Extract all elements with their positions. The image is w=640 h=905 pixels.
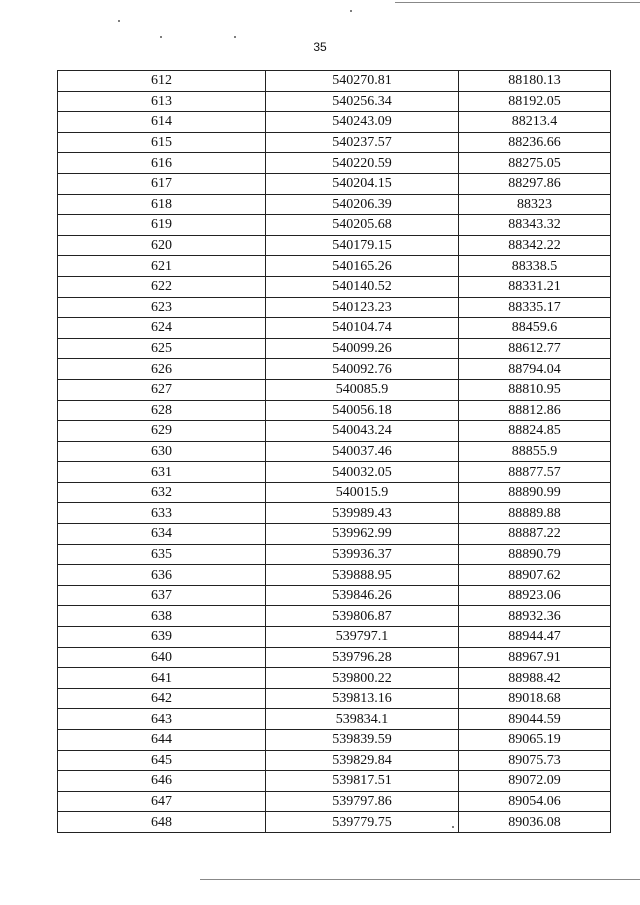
y-coordinate-cell: 88612.77 <box>459 338 611 359</box>
scan-speck <box>234 36 236 38</box>
y-coordinate-cell: 88923.06 <box>459 585 611 606</box>
table-row <box>58 276 611 297</box>
y-coordinate-cell: 88331.21 <box>459 276 611 297</box>
x-coordinate-cell: 539846.26 <box>266 585 459 606</box>
x-coordinate-cell: 539796.28 <box>266 647 459 668</box>
x-coordinate-cell: 540256.34 <box>266 91 459 112</box>
x-coordinate-cell: 540099.26 <box>266 338 459 359</box>
table-row <box>58 173 611 194</box>
y-coordinate-cell: 89054.06 <box>459 791 611 812</box>
x-coordinate-cell: 539779.75 <box>266 812 459 833</box>
x-coordinate-cell: 539962.99 <box>266 524 459 545</box>
y-coordinate-cell: 89072.09 <box>459 771 611 792</box>
x-coordinate-cell: 540179.15 <box>266 235 459 256</box>
point-number-cell: 636 <box>58 565 266 586</box>
table-row <box>58 235 611 256</box>
table-row <box>58 112 611 133</box>
table-row <box>58 730 611 751</box>
x-coordinate-cell: 540092.76 <box>266 359 459 380</box>
y-coordinate-cell: 88812.86 <box>459 400 611 421</box>
table-row <box>58 379 611 400</box>
table-row <box>58 215 611 236</box>
table-row <box>58 194 611 215</box>
scan-speck <box>118 20 120 22</box>
point-number-cell: 641 <box>58 668 266 689</box>
point-number-cell: 648 <box>58 812 266 833</box>
y-coordinate-cell: 88944.47 <box>459 627 611 648</box>
x-coordinate-cell: 539797.1 <box>266 627 459 648</box>
y-coordinate-cell: 88275.05 <box>459 153 611 174</box>
scan-edge-line-bottom <box>200 879 640 880</box>
y-coordinate-cell: 88192.05 <box>459 91 611 112</box>
point-number-cell: 616 <box>58 153 266 174</box>
point-number-cell: 640 <box>58 647 266 668</box>
point-number-cell: 628 <box>58 400 266 421</box>
point-number-cell: 629 <box>58 421 266 442</box>
table-row <box>58 482 611 503</box>
x-coordinate-cell: 540206.39 <box>266 194 459 215</box>
y-coordinate-cell: 88236.66 <box>459 132 611 153</box>
point-number-cell: 623 <box>58 297 266 318</box>
point-number-cell: 625 <box>58 338 266 359</box>
x-coordinate-cell: 540243.09 <box>266 112 459 133</box>
x-coordinate-cell: 540140.52 <box>266 276 459 297</box>
y-coordinate-cell: 88988.42 <box>459 668 611 689</box>
point-number-cell: 630 <box>58 441 266 462</box>
point-number-cell: 634 <box>58 524 266 545</box>
point-number-cell: 645 <box>58 750 266 771</box>
y-coordinate-cell: 89065.19 <box>459 730 611 751</box>
table-row <box>58 647 611 668</box>
y-coordinate-cell: 88824.85 <box>459 421 611 442</box>
y-coordinate-cell: 88338.5 <box>459 256 611 277</box>
table-row <box>58 71 611 92</box>
scan-speck <box>350 10 352 12</box>
table-row <box>58 503 611 524</box>
y-coordinate-cell: 88967.91 <box>459 647 611 668</box>
y-coordinate-cell: 89018.68 <box>459 688 611 709</box>
table-row <box>58 318 611 339</box>
y-coordinate-cell: 88855.9 <box>459 441 611 462</box>
scan-edge-line-top <box>395 2 640 3</box>
table-row <box>58 688 611 709</box>
x-coordinate-cell: 539839.59 <box>266 730 459 751</box>
table-row <box>58 132 611 153</box>
point-number-cell: 638 <box>58 606 266 627</box>
x-coordinate-cell: 540104.74 <box>266 318 459 339</box>
x-coordinate-cell: 540205.68 <box>266 215 459 236</box>
y-coordinate-cell: 88213.4 <box>459 112 611 133</box>
y-coordinate-cell: 88342.22 <box>459 235 611 256</box>
y-coordinate-cell: 88323 <box>459 194 611 215</box>
table-row <box>58 544 611 565</box>
y-coordinate-cell: 88297.86 <box>459 173 611 194</box>
x-coordinate-cell: 540043.24 <box>266 421 459 442</box>
x-coordinate-cell: 540220.59 <box>266 153 459 174</box>
table-row <box>58 565 611 586</box>
y-coordinate-cell: 89044.59 <box>459 709 611 730</box>
y-coordinate-cell: 88877.57 <box>459 462 611 483</box>
x-coordinate-cell: 539797.86 <box>266 791 459 812</box>
x-coordinate-cell: 539806.87 <box>266 606 459 627</box>
point-number-cell: 624 <box>58 318 266 339</box>
table-row <box>58 400 611 421</box>
table-row <box>58 791 611 812</box>
table-row <box>58 627 611 648</box>
y-coordinate-cell: 89075.73 <box>459 750 611 771</box>
table-row <box>58 359 611 380</box>
x-coordinate-cell: 539989.43 <box>266 503 459 524</box>
point-number-cell: 647 <box>58 791 266 812</box>
y-coordinate-cell: 88887.22 <box>459 524 611 545</box>
x-coordinate-cell: 540037.46 <box>266 441 459 462</box>
y-coordinate-cell: 88180.13 <box>459 71 611 92</box>
table-row <box>58 256 611 277</box>
point-number-cell: 620 <box>58 235 266 256</box>
x-coordinate-cell: 540204.15 <box>266 173 459 194</box>
x-coordinate-cell: 539936.37 <box>266 544 459 565</box>
x-coordinate-cell: 540015.9 <box>266 482 459 503</box>
table-row <box>58 750 611 771</box>
point-number-cell: 633 <box>58 503 266 524</box>
point-number-cell: 635 <box>58 544 266 565</box>
point-number-cell: 621 <box>58 256 266 277</box>
x-coordinate-cell: 539817.51 <box>266 771 459 792</box>
x-coordinate-cell: 539888.95 <box>266 565 459 586</box>
point-number-cell: 617 <box>58 173 266 194</box>
point-number-cell: 619 <box>58 215 266 236</box>
y-coordinate-cell: 88890.79 <box>459 544 611 565</box>
point-number-cell: 632 <box>58 482 266 503</box>
point-number-cell: 631 <box>58 462 266 483</box>
table-row <box>58 297 611 318</box>
table-row <box>58 585 611 606</box>
y-coordinate-cell: 88810.95 <box>459 379 611 400</box>
point-number-cell: 622 <box>58 276 266 297</box>
x-coordinate-cell: 539834.1 <box>266 709 459 730</box>
y-coordinate-cell: 88907.62 <box>459 565 611 586</box>
x-coordinate-cell: 539813.16 <box>266 688 459 709</box>
point-number-cell: 643 <box>58 709 266 730</box>
x-coordinate-cell: 540237.57 <box>266 132 459 153</box>
point-number-cell: 642 <box>58 688 266 709</box>
y-coordinate-cell: 88890.99 <box>459 482 611 503</box>
table-row <box>58 462 611 483</box>
table-row <box>58 91 611 112</box>
y-coordinate-cell: 88794.04 <box>459 359 611 380</box>
point-number-cell: 614 <box>58 112 266 133</box>
point-number-cell: 646 <box>58 771 266 792</box>
table-row <box>58 606 611 627</box>
point-number-cell: 639 <box>58 627 266 648</box>
point-number-cell: 613 <box>58 91 266 112</box>
coordinates-table <box>57 70 611 833</box>
table-body <box>58 71 611 833</box>
y-coordinate-cell: 88932.36 <box>459 606 611 627</box>
table-row <box>58 709 611 730</box>
point-number-cell: 627 <box>58 379 266 400</box>
x-coordinate-cell: 539800.22 <box>266 668 459 689</box>
table-row <box>58 153 611 174</box>
point-number-cell: 615 <box>58 132 266 153</box>
x-coordinate-cell: 540032.05 <box>266 462 459 483</box>
y-coordinate-cell: 88459.6 <box>459 318 611 339</box>
x-coordinate-cell: 540056.18 <box>266 400 459 421</box>
x-coordinate-cell: 540270.81 <box>266 71 459 92</box>
y-coordinate-cell: 88335.17 <box>459 297 611 318</box>
table-row <box>58 524 611 545</box>
table-row <box>58 421 611 442</box>
table-row <box>58 812 611 833</box>
point-number-cell: 612 <box>58 71 266 92</box>
point-number-cell: 626 <box>58 359 266 380</box>
x-coordinate-cell: 539829.84 <box>266 750 459 771</box>
point-number-cell: 618 <box>58 194 266 215</box>
x-coordinate-cell: 540085.9 <box>266 379 459 400</box>
x-coordinate-cell: 540165.26 <box>266 256 459 277</box>
table-row <box>58 668 611 689</box>
page-number: 35 <box>313 40 327 54</box>
scan-speck <box>160 36 162 38</box>
y-coordinate-cell: 88889.88 <box>459 503 611 524</box>
y-coordinate-cell: 89036.08 <box>459 812 611 833</box>
point-number-cell: 637 <box>58 585 266 606</box>
table-row <box>58 441 611 462</box>
x-coordinate-cell: 540123.23 <box>266 297 459 318</box>
table-row <box>58 771 611 792</box>
point-number-cell: 644 <box>58 730 266 751</box>
y-coordinate-cell: 88343.32 <box>459 215 611 236</box>
table-row <box>58 338 611 359</box>
